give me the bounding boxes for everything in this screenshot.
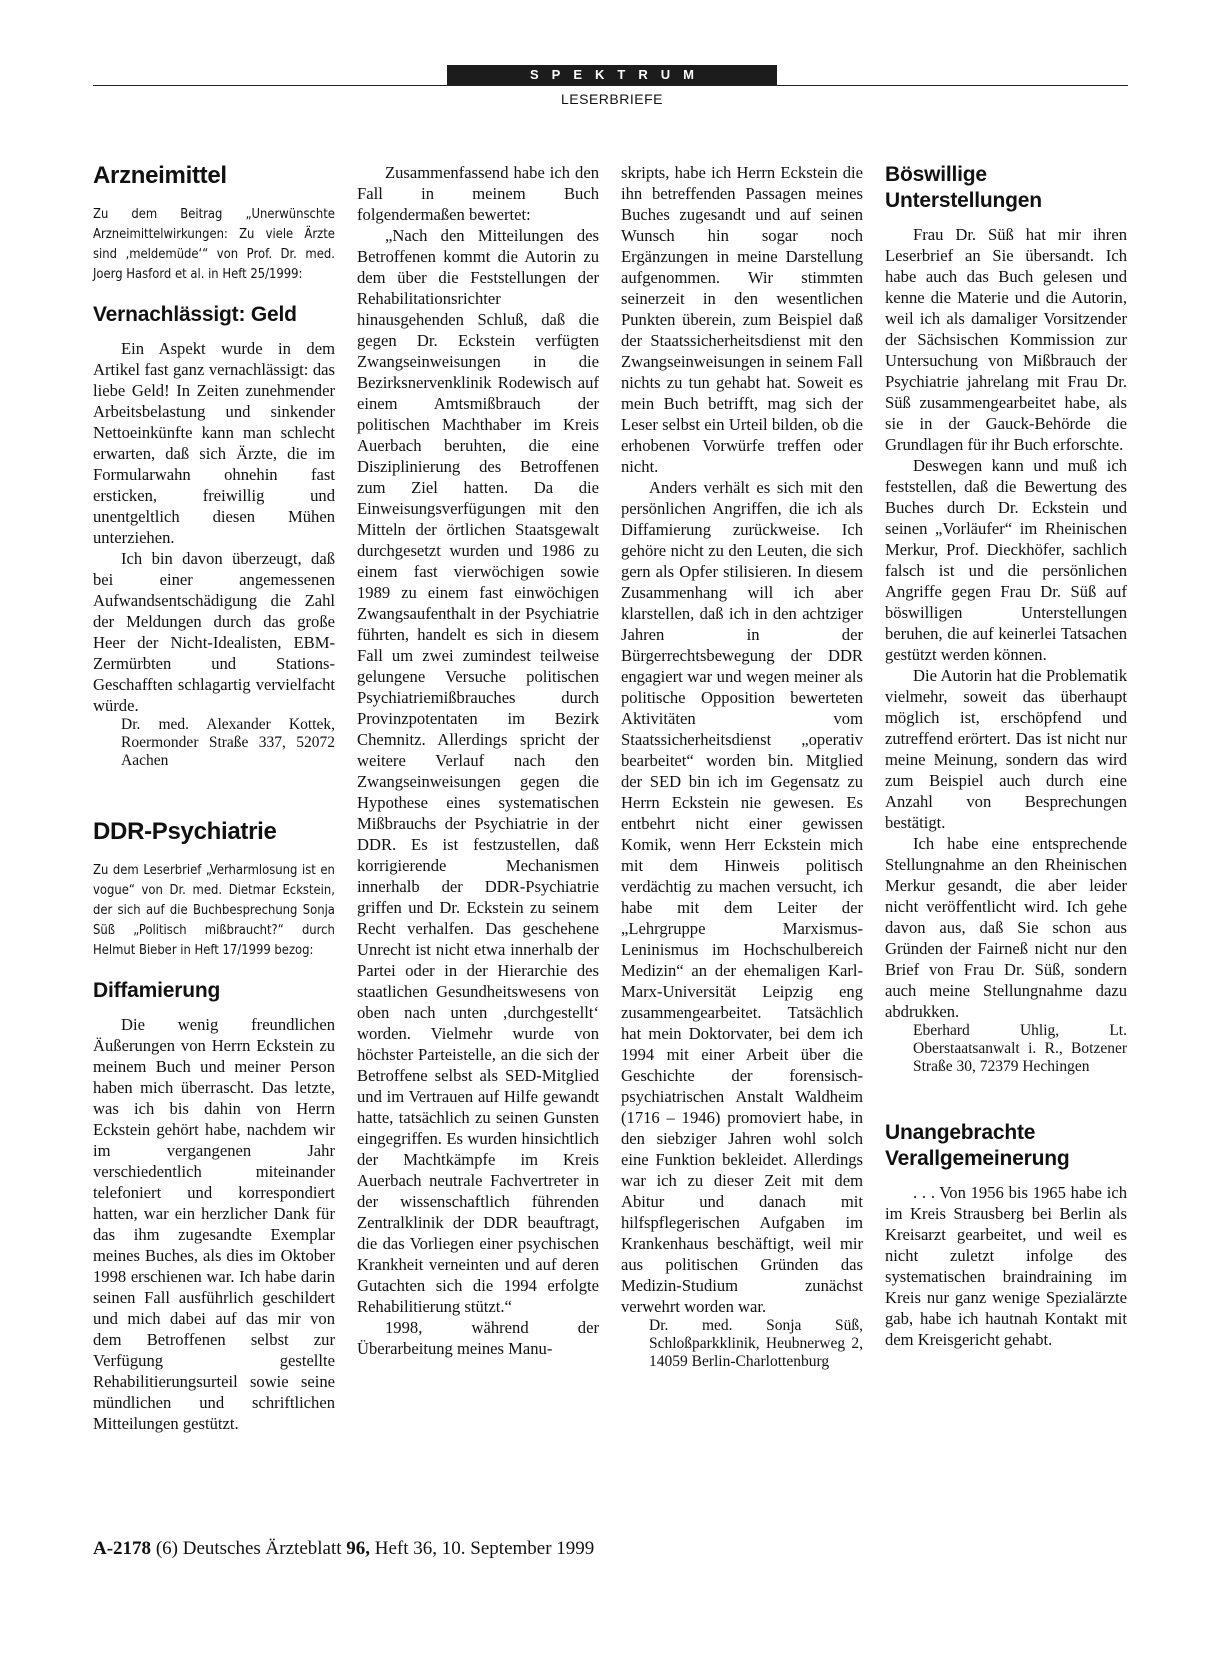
paragraph: Ein Aspekt wurde in dem Artikel fast ganz vernachlässigt: das liebe Geld! In Zeiten zunehmender Arbeitsbelastung und sinkender Nettoeinkünfte kann man schlecht erwarten, daß sich Ärzte, die im Formularwahn ohnehin fast ersticken, freiwillig und unentgeltlich diesen Mühen unterziehen. bbox=[93, 339, 335, 547]
page-footer bbox=[93, 1538, 594, 1560]
footer-issue: Heft 36, 10. September 1999 bbox=[374, 1538, 595, 1559]
column-2 bbox=[357, 162, 599, 1359]
paragraph: . . . Von 1956 bis 1965 habe ich im Kreis Strausberg bei Berlin als Kreisarzt gearbeitet, und weil es nicht zuletzt infolge des systematischen braindraining im Kreis nur ganz wenige Spezialärzte gab, habe ich hautnah Kontakt mit dem Kreisgericht gehabt. bbox=[885, 1183, 1127, 1349]
header-rule bbox=[93, 85, 1128, 86]
letter-signature: Eberhard Uhlig, Lt. Oberstaatsanwalt i. R., Botzener Straße 30, 72379 Hechingen bbox=[913, 1022, 1127, 1075]
paragraph: Ich bin davon überzeugt, daß bei einer angemessenen Aufwandsentschädigung die Zahl der Meldungen durch das große Heer der Nicht-Idealisten, EBM-Zermürbten und Stations-Geschafften schlagartig vervielfacht würde. bbox=[93, 549, 335, 715]
letter-intro: Zu dem Leserbrief „Verharmlosung ist en vogue“ von Dr. med. Dietmar Eckstein, der sich auf die Buchbesprechung Sonja Süß „Politisch mißbraucht?“ durch Helmut Bieber in Heft 17/1999 bezog: bbox=[93, 863, 335, 958]
paragraph: Die Autorin hat die Problematik vielmehr, soweit das überhaupt möglich ist, erschöpfend und zutreffend erörtert. Das ist nicht nur meine Meinung, sondern das wird zum Beispiel auch durch eine Anzahl von Besprechungen bestätigt. bbox=[885, 666, 1127, 832]
footer-publication: (6) Deutsches Ärzteblatt bbox=[155, 1538, 342, 1559]
column-1 bbox=[93, 162, 335, 1434]
kicker-ddr-psychiatrie: DDR-Psychiatrie bbox=[93, 818, 277, 845]
paragraph: Die wenig freundlichen Äußerungen von Herrn Eckstein zu meinem Buch und meiner Person haben mich überrascht. Das letzte, was ich bis dahin von Herrn Eckstein gehört habe, nachdem wir im vergangenen Jahr verschiedentlich miteinander telefoniert und korrespondiert hatten, war ein herzlicher Dank für das ihm zugesandte Exemplar meines Buches, als dies im Oktober 1998 erschienen war. Ich habe darin seinen Fall ausführlich geschildert und mich dabei auf das mir von dem Betroffenen selbst zur Verfügung gestellte Rehabilitierungsurteil sowie seine mündlichen und schriftlichen Mitteilungen gestützt. bbox=[93, 1015, 335, 1433]
section-tag: SPEKTRUM bbox=[447, 65, 777, 85]
column-4 bbox=[885, 162, 1127, 1350]
paragraph: Frau Dr. Süß hat mir ihren Leserbrief an Sie übersandt. Ich habe auch das Buch gelesen und kenne die Materie und die Autorin, weil ich als damaliger Vorsitzender der Sächsischen Kommission zur Untersuchung von Mißbrauch der Psychiatrie jahrelang mit Frau Dr. Süß zusammengearbeitet habe, als sie in der Gauck-Behörde die Grundlagen für ihr Buch erforschte. bbox=[885, 225, 1127, 454]
letter-heading: Vernachlässigt: Geld bbox=[93, 303, 297, 326]
letter-signature: Dr. med. Sonja Süß, Schloßparkklinik, Heubnerweg 2, 14059 Berlin-Charlottenburg bbox=[649, 1317, 863, 1370]
footer-volume: 96, bbox=[346, 1538, 371, 1559]
letter-intro: Zu dem Beitrag „Unerwünschte Arzneimittelwirkungen: Zu viele Ärzte sind ‚meldemüde‘“ von Prof. Dr. med. Joerg Hasford et al. in Heft 25/1999: bbox=[93, 207, 335, 282]
paragraph-quote: „Nach den Mitteilungen des Betroffenen kommt die Autorin zu dem über die Feststellungen der Rehabilitationsrichter hinausgehenden Schluß, daß die gegen Dr. Eckstein verfügten Zwangseinweisungen in die Bezirksnervenklinik Rodewisch auf einem Amtsmißbrauch der politischen Machthaber im Kreis Auerbach beruhten, die eine Disziplinierung des Betroffenen zum Ziel hatten. Da die Einweisungsverfügungen mit den Mitteln der örtlichen Staatsgewalt durchgesetzt wurden und 1986 zu einem fast vierwöchigen sowie 1989 zu einem fast einwöchigen Zwangsaufenthalt in der Psychiatrie führten, handelt es sich in diesem Fall um zwei zumindest teilweise gelungene Versuche politischen Psychiatriemißbrauches durch Provinzpotentaten im Bezirk Chemnitz. Allerdings spricht der weitere Verlauf nach den Zwangseinweisungen gegen die Hypothese eines systematischen Mißbrauchs der Psychiatrie in der DDR. Es ist festzustellen, daß korrigierende Mechanismen innerhalb der DDR-Psychiatrie griffen und Dr. Eckstein zu seinem Recht verhalfen. Das geschehene Unrecht ist nicht etwa innerhalb der Partei oder in der Hierarchie des staatlichen Gesundheitswesens von oben nach unten ‚durchgestellt‘ worden. Vielmehr wurde von höchster Parteistelle, an die sich der Betroffene selbst als SED-Mitglied und im Vertrauen auf Hilfe gewandt hatte, tatsächlich zu seinen Gunsten eingegriffen. Es wurden hinsichtlich der Machtkämpfe im Kreis Auerbach neutrale Fachvertreter in der wissenschaftlich führenden Zentralklinik der DDR beauftragt, die das Vorliegen einer psychischen Krankheit verneinten und auf deren Gutachten sich die 1994 erfolgte Rehabilitierung stützt.“ bbox=[357, 226, 599, 1316]
kicker-arzneimittel: Arzneimittel bbox=[93, 162, 227, 189]
section-subtitle: LESERBRIEFE bbox=[561, 91, 663, 107]
paragraph: skripts, habe ich Herrn Eckstein die ihn betreffenden Passagen meines Buches zugesandt und auf seinen Wunsch hin sogar noch Ergänzungen in meine Darstellung aufgenommen. Wir stimmten seinerzeit in den wesentlichen Punkten überein, zum Beispiel daß der Staatssicherheitsdienst mit den Zwangseinweisungen in seinem Fall nichts zu tun gehabt hat. Soweit es mein Buch betrifft, mag sich der Leser selbst ein Urteil bilden, ob die erhobenen Vorwürfe treffen oder nicht. bbox=[621, 163, 863, 476]
paragraph: Anders verhält es sich mit den persönlichen Angriffen, die ich als Diffamierung zurückweise. Ich gehöre nicht zu den Leuten, die sich gern als Opfer stilisieren. In diesem Zusammenhang will ich aber klarstellen, daß ich in den achtziger Jahren in der Bürgerrechtsbewegung der DDR engagiert war und wegen meiner als politische Opposition bewerteten Aktivitäten vom Staatssicherheitsdienst „operativ bearbeitet“ worden bin. Mitglied der SED bin ich im Gegensatz zu Herrn Eckstein nie gewesen. Es entbehrt nicht einer gewissen Komik, wenn Herr Eckstein mich mit dem Hinweis politisch verdächtig zu machen versucht, ich habe mit dem Leiter der „Lehrgruppe Marxismus-Leninismus im Hochschulbereich Medizin“ an der ehemaligen Karl-Marx-Universität Leipzig eng zusammengearbeitet. Tatsächlich hat mein Doktorvater, bei dem ich 1994 mit einer Arbeit über die Geschichte der forensisch-psychiatrischen Anstalt Waldheim (1716 – 1946) promoviert habe, in den siebziger Jahren wohl solch eine Funktion bekleidet. Allerdings war ich zu dieser Zeit mit dem Abitur und danach mit hilfspflegerischen Aufgaben im Krankenhaus beschäftigt, weil mir aus politischen Gründen das Medizin-Studium zunächst verwehrt worden war. bbox=[621, 478, 863, 1316]
letter-heading: Diffamierung bbox=[93, 979, 221, 1002]
letter-signature: Dr. med. Alexander Kottek, Roermonder Straße 337, 52072 Aachen bbox=[121, 716, 335, 769]
letter-heading: Unangebrachte Verallgemeinerung bbox=[885, 1121, 1070, 1170]
paragraph: Deswegen kann und muß ich feststellen, daß die Bewertung des Buches durch Dr. Eckstein und seinen „Vorläufer“ im Rheinischen Merkur, Prof. Dieckhöfer, sachlich falsch ist und die persönlichen Angriffe gegen Frau Dr. Süß auf böswilligen Unterstellungen beruhen, die auf keinerlei Tatsachen gestützt werden können. bbox=[885, 456, 1127, 664]
letter-heading: Böswillige Unterstellungen bbox=[885, 163, 1042, 212]
paragraph: Zusammenfassend habe ich den Fall in meinem Buch folgendermaßen bewertet: bbox=[357, 163, 599, 224]
column-3 bbox=[621, 162, 863, 1371]
page-number: A-2178 bbox=[93, 1538, 152, 1559]
paragraph: 1998, während der Überarbeitung meines Manu- bbox=[357, 1318, 599, 1358]
paragraph: Ich habe eine entsprechende Stellungnahme an den Rheinischen Merkur gesandt, die aber leider nicht veröffentlicht wird. Ich gehe davon aus, daß Sie schon aus Gründen der Fairneß nicht nur den Brief von Frau Dr. Süß, sondern auch meine Stellungnahme dazu abdrukken. bbox=[885, 834, 1127, 1021]
